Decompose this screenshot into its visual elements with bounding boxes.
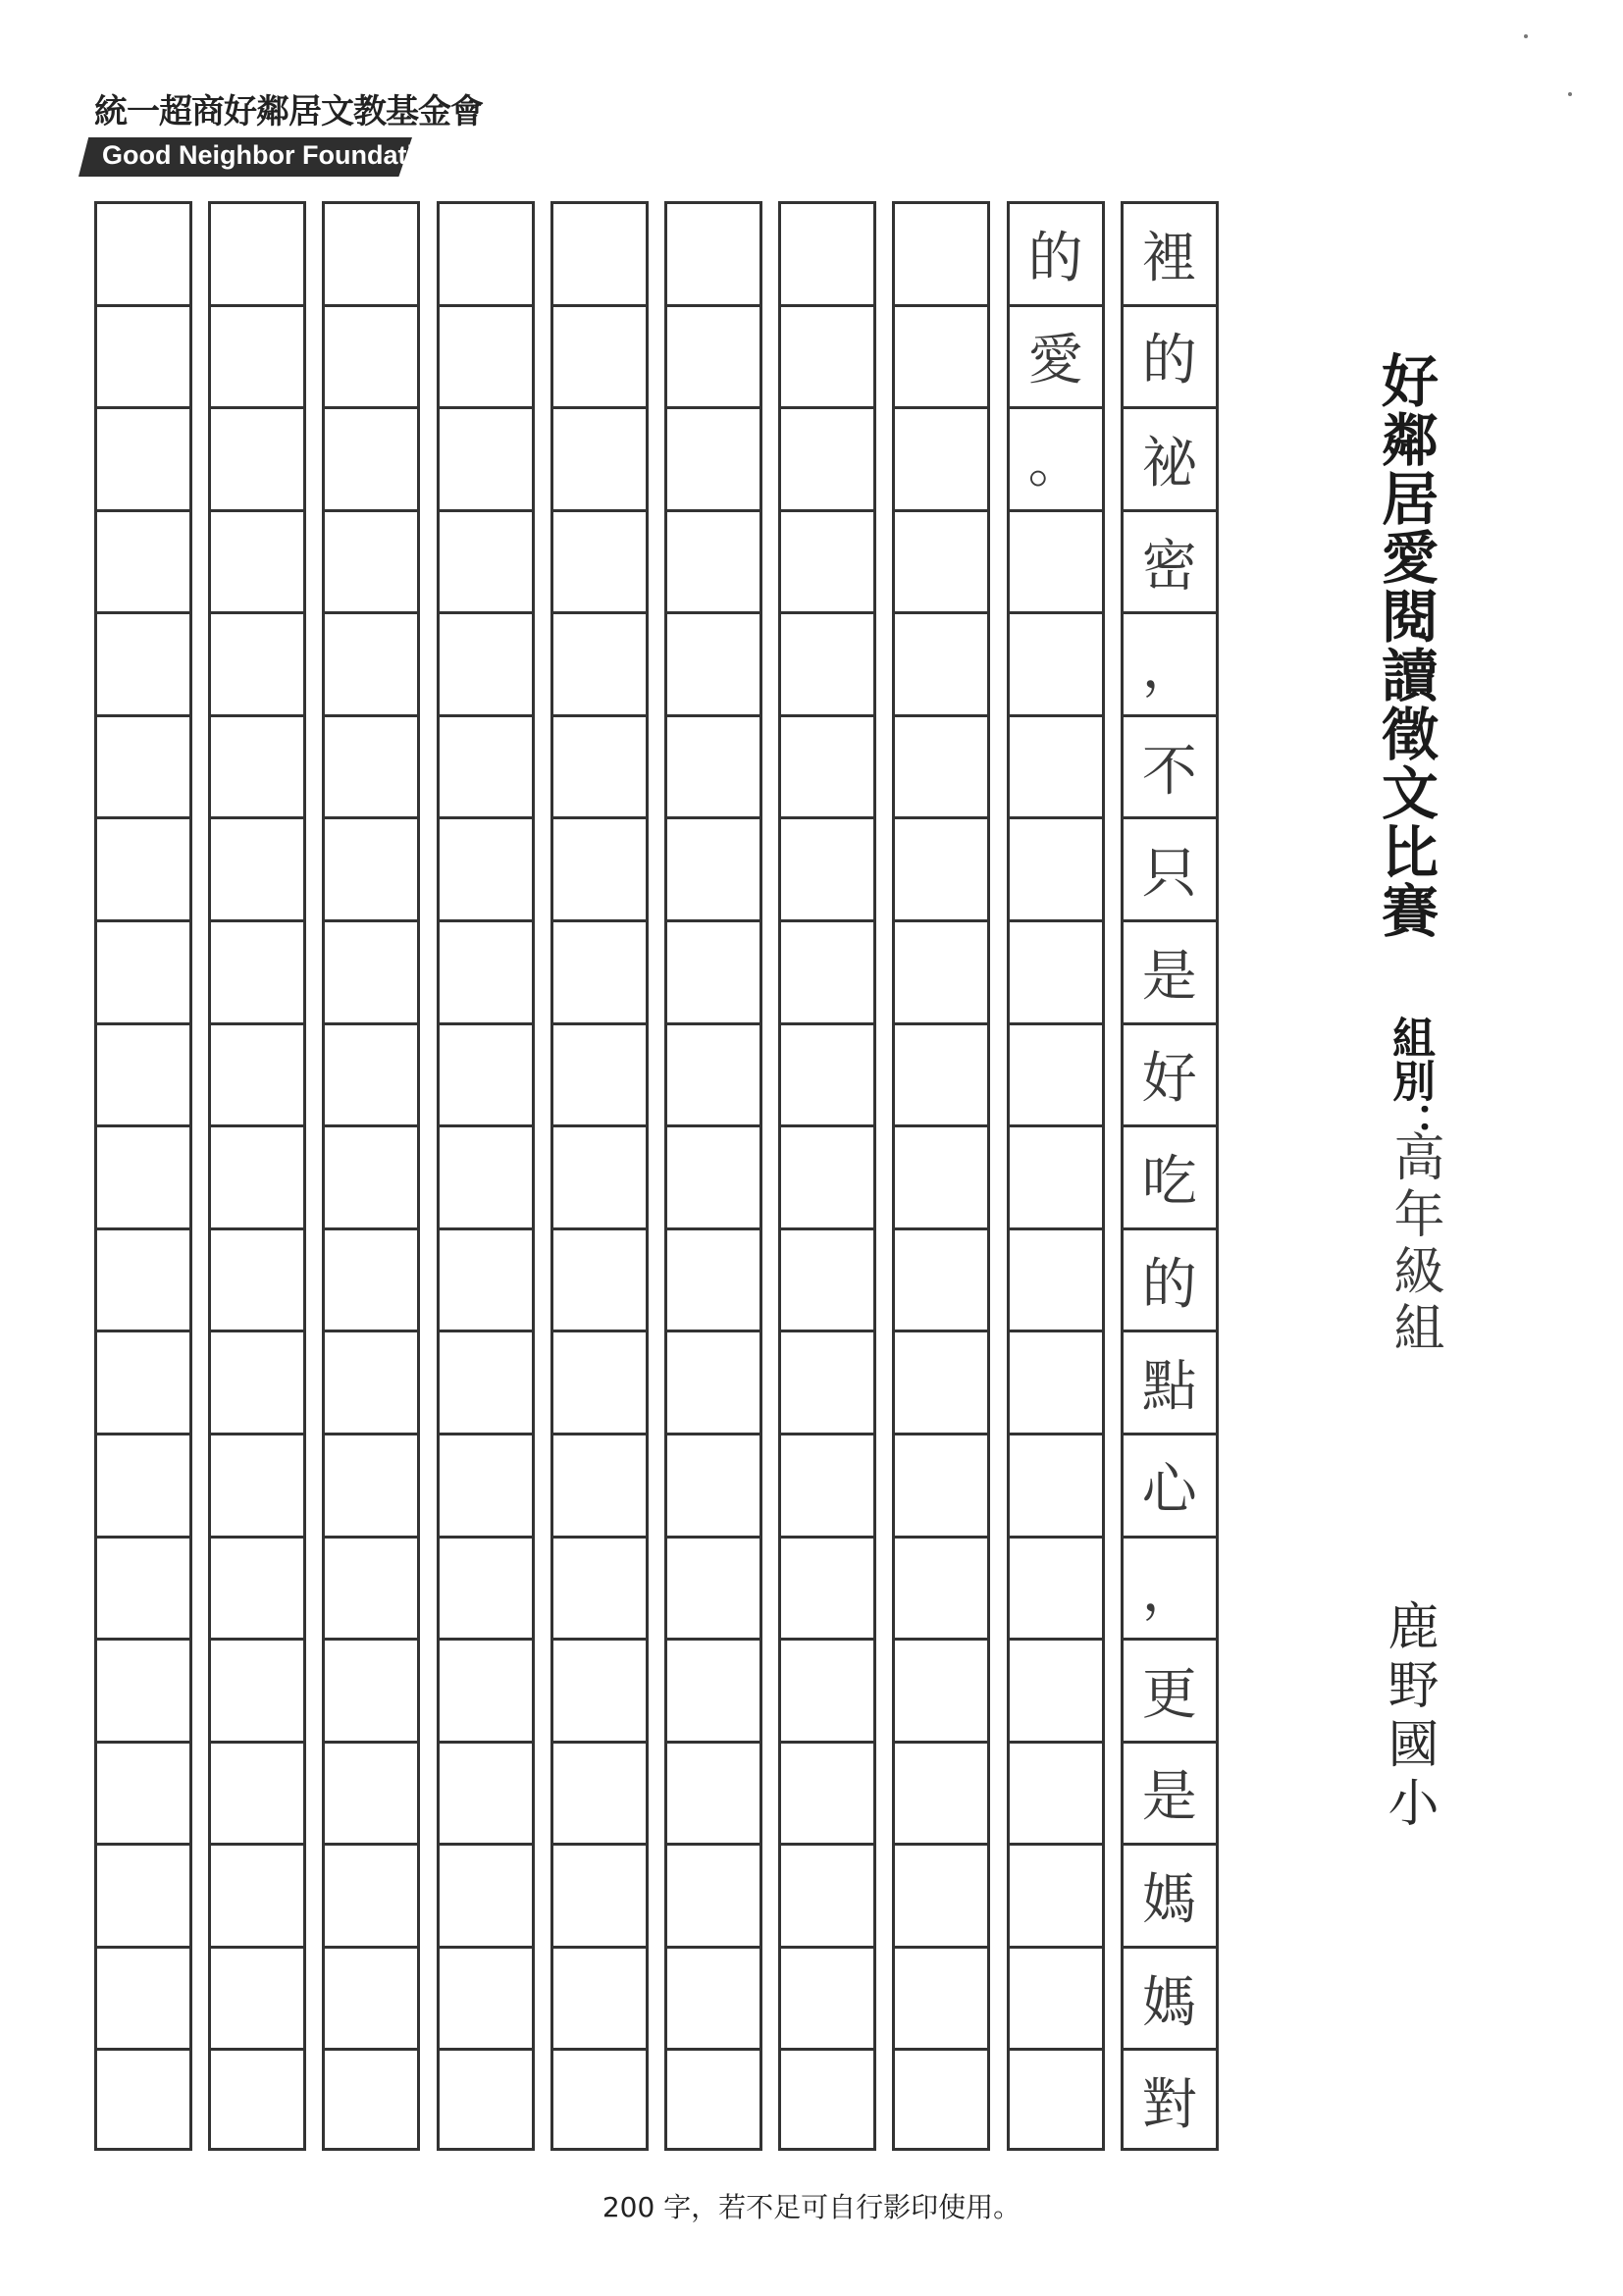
grid-cell — [781, 1843, 873, 1946]
grid-cell — [1010, 1638, 1102, 1741]
grid-cell — [440, 1536, 532, 1639]
foundation-name-en: Good Neighbor Foundation — [102, 140, 446, 170]
grid-cell — [97, 1638, 189, 1741]
grid-cell — [211, 816, 303, 919]
grid-cell — [781, 1638, 873, 1741]
grid-cell — [97, 714, 189, 817]
foundation-name: 統一超商好鄰居文教基金會 — [94, 92, 483, 131]
grid-cell — [895, 816, 987, 919]
footer-note: 200 字，若不足可自行影印使用。 — [602, 2191, 1021, 2223]
grid-cell — [895, 611, 987, 714]
grid-cell — [895, 509, 987, 612]
grid-cell — [1010, 1227, 1102, 1331]
grid-cell — [325, 304, 417, 407]
grid-cell — [211, 1843, 303, 1946]
grid-cell — [553, 509, 646, 612]
grid-cell — [667, 1330, 759, 1433]
grid-cell — [440, 919, 532, 1022]
grid-cell — [781, 1741, 873, 1844]
grid-cell: ， — [1124, 1536, 1216, 1639]
grid-cell — [553, 204, 646, 304]
grid-cell: 好 — [1124, 1022, 1216, 1125]
grid-cell: 密 — [1124, 509, 1216, 612]
grid-cell — [781, 406, 873, 509]
grid-cell — [211, 1741, 303, 1844]
grid-cell — [781, 1124, 873, 1227]
grid-cell — [440, 816, 532, 919]
grid-cell — [895, 1638, 987, 1741]
grid-cell — [325, 1946, 417, 2049]
grid-cell — [325, 509, 417, 612]
grid-cell — [325, 1536, 417, 1639]
scan-speck — [1568, 92, 1572, 96]
grid-cell: 不 — [1124, 714, 1216, 817]
grid-cell — [97, 304, 189, 407]
grid-column — [322, 201, 420, 2151]
grid-cell — [667, 1124, 759, 1227]
grid-cell — [97, 406, 189, 509]
grid-cell — [895, 1741, 987, 1844]
grid-cell — [781, 1946, 873, 2049]
grid-cell — [553, 611, 646, 714]
grid-cell — [97, 816, 189, 919]
grid-cell — [895, 2048, 987, 2151]
grid-column — [1121, 201, 1219, 2151]
grid-cell — [325, 1433, 417, 1536]
grid-cell — [97, 509, 189, 612]
grid-cell — [440, 2048, 532, 2151]
grid-cell — [895, 1330, 987, 1433]
grid-cell — [781, 509, 873, 612]
grid-cell: ， — [1124, 611, 1216, 714]
grid-cell — [667, 1843, 759, 1946]
grid-cell: 是 — [1124, 919, 1216, 1022]
grid-cell — [781, 1536, 873, 1639]
grid-cell — [325, 816, 417, 919]
grid-cell — [553, 1843, 646, 1946]
grid-cell — [895, 406, 987, 509]
grid-cell — [781, 611, 873, 714]
grid-cell — [781, 304, 873, 407]
grid-cell: 心 — [1124, 1433, 1216, 1536]
grid-cell — [211, 714, 303, 817]
grid-cell — [895, 1536, 987, 1639]
grid-cell — [667, 1227, 759, 1331]
grid-cell — [895, 1843, 987, 1946]
grid-cell: 祕 — [1124, 406, 1216, 509]
grid-cell — [1010, 1022, 1102, 1125]
grid-cell — [667, 2048, 759, 2151]
grid-cell — [440, 1946, 532, 2049]
grid-cell — [895, 1433, 987, 1536]
grid-cell: 愛 — [1010, 304, 1102, 407]
grid-cell: 的 — [1027, 226, 1083, 290]
grid-cell — [667, 304, 759, 407]
grid-cell — [895, 204, 987, 304]
grid-cell — [553, 1227, 646, 1331]
grid-cell — [1010, 919, 1102, 1022]
grid-cell: 裡 — [1141, 226, 1197, 290]
grid-cell — [211, 1330, 303, 1433]
grid-cell — [97, 611, 189, 714]
grid-cell: 。 — [1010, 406, 1102, 509]
grid-cell: 更 — [1124, 1638, 1216, 1741]
grid-cell — [553, 1330, 646, 1433]
grid-column — [1007, 201, 1105, 2151]
grid-cell — [325, 1843, 417, 1946]
grid-cell — [211, 1433, 303, 1536]
grid-cell — [1010, 816, 1102, 919]
grid-cell — [440, 406, 532, 509]
grid-cell — [440, 714, 532, 817]
grid-cell — [781, 919, 873, 1022]
grid-cell — [781, 714, 873, 817]
grid-cell: 的 — [1124, 1227, 1216, 1331]
grid-cell — [553, 919, 646, 1022]
grid-cell — [781, 816, 873, 919]
grid-cell — [1010, 1536, 1102, 1639]
grid-cell — [325, 919, 417, 1022]
grid-cell — [97, 1433, 189, 1536]
grid-cell — [1010, 714, 1102, 817]
grid-cell — [781, 1433, 873, 1536]
grid-cell — [97, 1330, 189, 1433]
grid-column — [437, 201, 535, 2151]
grid-cell — [781, 2048, 873, 2151]
grid-cell — [97, 1536, 189, 1639]
grid-cell — [440, 1227, 532, 1331]
grid-cell: 對 — [1124, 2048, 1216, 2151]
grid-cell — [1010, 2048, 1102, 2151]
group-value: 高年級組 — [1385, 1130, 1443, 1358]
grid-cell — [440, 1330, 532, 1433]
grid-cell — [667, 1433, 759, 1536]
grid-cell — [1010, 1124, 1102, 1227]
grid-cell — [325, 204, 417, 304]
grid-cell — [97, 1124, 189, 1227]
grid-cell — [325, 1022, 417, 1125]
grid-cell — [211, 509, 303, 612]
grid-cell — [1010, 1843, 1102, 1946]
grid-cell — [553, 1124, 646, 1227]
grid-cell — [211, 204, 303, 304]
grid-cell — [97, 1741, 189, 1844]
grid-cell — [895, 304, 987, 407]
grid-cell — [211, 1946, 303, 2049]
grid-cell — [97, 1843, 189, 1946]
grid-cell — [440, 1638, 532, 1741]
group-label: 組別： — [1385, 1016, 1435, 1145]
grid-cell — [325, 406, 417, 509]
grid-cell — [667, 919, 759, 1022]
grid-cell: 的 — [1124, 304, 1216, 407]
grid-cell — [325, 1330, 417, 1433]
scan-speck — [1524, 34, 1528, 38]
grid-cell: 媽 — [1124, 1843, 1216, 1946]
grid-cell — [97, 1946, 189, 2049]
grid-cell — [440, 304, 532, 407]
grid-cell — [667, 1741, 759, 1844]
grid-cell — [667, 1022, 759, 1125]
grid-cell — [895, 714, 987, 817]
grid-cell — [781, 1330, 873, 1433]
grid-cell — [211, 304, 303, 407]
grid-cell: 吃 — [1124, 1124, 1216, 1227]
writing-grid — [94, 201, 1219, 2151]
grid-cell — [211, 1638, 303, 1741]
grid-cell — [895, 1124, 987, 1227]
grid-cell — [895, 1227, 987, 1331]
grid-cell — [211, 919, 303, 1022]
grid-cell — [211, 611, 303, 714]
grid-cell: 只 — [1124, 816, 1216, 919]
grid-cell — [667, 204, 759, 304]
grid-cell — [667, 1946, 759, 2049]
grid-cell — [553, 1946, 646, 2049]
grid-cell — [781, 1022, 873, 1125]
grid-column — [94, 201, 192, 2151]
grid-cell — [325, 714, 417, 817]
grid-cell — [325, 611, 417, 714]
grid-cell — [667, 714, 759, 817]
grid-cell — [1010, 1433, 1102, 1536]
grid-cell — [667, 406, 759, 509]
grid-cell — [553, 2048, 646, 2151]
school-name: 鹿野國小 — [1379, 1599, 1438, 1835]
grid-cell — [325, 1638, 417, 1741]
grid-cell — [553, 1638, 646, 1741]
grid-cell — [553, 406, 646, 509]
grid-column — [664, 201, 762, 2151]
grid-cell — [440, 509, 532, 612]
grid-cell — [553, 816, 646, 919]
grid-column — [778, 201, 876, 2151]
grid-cell — [1010, 611, 1102, 714]
grid-cell — [325, 1741, 417, 1844]
grid-cell — [440, 1741, 532, 1844]
grid-cell — [667, 1536, 759, 1639]
grid-cell — [325, 2048, 417, 2151]
grid-cell — [211, 1536, 303, 1639]
grid-cell — [781, 204, 873, 304]
grid-cell — [440, 204, 532, 304]
grid-cell — [667, 611, 759, 714]
grid-cell — [553, 1536, 646, 1639]
grid-cell — [895, 1022, 987, 1125]
grid-cell — [440, 1124, 532, 1227]
grid-cell — [325, 1227, 417, 1331]
grid-column — [208, 201, 306, 2151]
grid-cell — [211, 1022, 303, 1125]
grid-cell — [1010, 509, 1102, 612]
grid-cell — [97, 919, 189, 1022]
grid-cell — [553, 304, 646, 407]
grid-column — [550, 201, 649, 2151]
grid-cell — [895, 1946, 987, 2049]
grid-cell — [325, 1124, 417, 1227]
grid-cell — [211, 406, 303, 509]
grid-cell — [553, 714, 646, 817]
grid-cell — [97, 1022, 189, 1125]
grid-cell — [667, 816, 759, 919]
grid-cell — [553, 1433, 646, 1536]
grid-cell: 點 — [1124, 1330, 1216, 1433]
grid-cell — [667, 509, 759, 612]
grid-column — [892, 201, 990, 2151]
grid-cell — [440, 1843, 532, 1946]
grid-cell — [211, 1227, 303, 1331]
grid-cell — [97, 2048, 189, 2151]
contest-title: 好鄰居愛閱讀徵文比賽 — [1372, 351, 1439, 940]
grid-cell — [553, 1022, 646, 1125]
grid-cell — [97, 1227, 189, 1331]
grid-cell — [1010, 1330, 1102, 1433]
grid-cell — [553, 1741, 646, 1844]
grid-cell — [1010, 1946, 1102, 2049]
grid-cell — [895, 919, 987, 1022]
grid-cell — [440, 1433, 532, 1536]
grid-cell — [781, 1227, 873, 1331]
grid-cell — [211, 2048, 303, 2151]
grid-cell — [1010, 1741, 1102, 1844]
grid-cell — [440, 1022, 532, 1125]
grid-cell: 是 — [1124, 1741, 1216, 1844]
grid-cell — [667, 1638, 759, 1741]
grid-cell — [440, 611, 532, 714]
grid-cell — [97, 204, 189, 304]
grid-cell — [211, 1124, 303, 1227]
grid-cell: 媽 — [1124, 1946, 1216, 2049]
